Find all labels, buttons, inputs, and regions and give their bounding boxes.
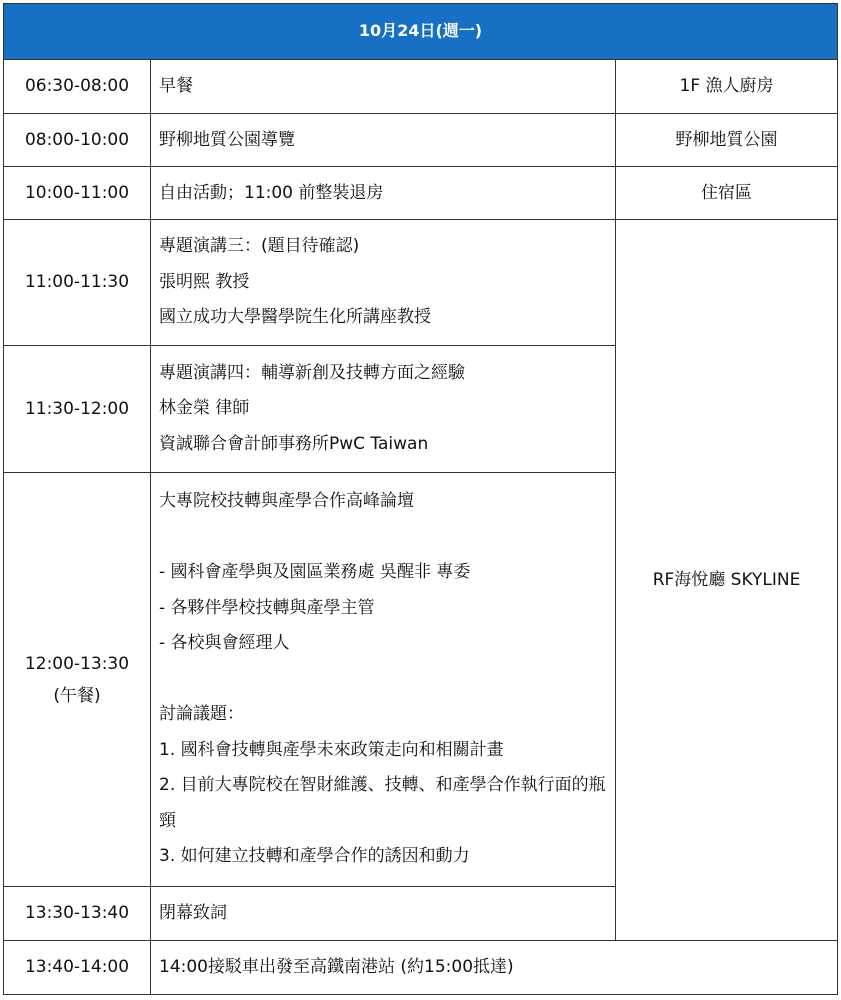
activity-cell: 早餐 — [151, 60, 616, 114]
participant-item: - 國科會產學與及園區業務處 吳醒非 專委 — [159, 562, 471, 583]
time-cell: 10:00-11:00 — [4, 167, 151, 220]
time-cell — [4, 473, 151, 887]
topic-item: 1. 國科會技轉與產學未來政策走向和相關計畫 — [159, 739, 504, 760]
time-cell: 08:00-10:00 — [4, 114, 151, 167]
talk-4-cell — [151, 346, 616, 473]
lunch-note: (午餐) — [53, 685, 101, 706]
forum-time: 12:00-13:30 — [24, 653, 130, 674]
venue-cell: 1F 漁人廚房 — [616, 60, 838, 114]
time-cell: 06:30-08:00 — [4, 60, 151, 114]
topic-item: 2. 目前大專院校在智財維護、技轉、和產學合作執行面的瓶頸 — [159, 775, 606, 831]
talk-4-title: 專題演講四：輔導新創及技轉方面之經驗 — [159, 362, 465, 383]
talk-3-cell — [151, 220, 616, 346]
activity-cell: 自由活動；11:00 前整裝退房 — [151, 167, 616, 220]
venue-cell: 野柳地質公園 — [616, 114, 838, 167]
talk-3-affiliation: 國立成功大學醫學院生化所講座教授 — [159, 307, 431, 328]
talk-4-affiliation: 資誠聯合會計師事務所PwC Taiwan — [159, 433, 429, 454]
time-cell: 11:30-12:00 — [4, 346, 151, 473]
time-cell: 13:30-13:40 — [4, 887, 151, 941]
table-row — [4, 114, 838, 167]
merged-venue-cell: RF海悅廳 SKYLINE — [616, 220, 838, 941]
talk-3-title: 專題演講三：(題目待確認) — [159, 236, 360, 257]
forum-cell — [151, 473, 616, 887]
activity-cell: 野柳地質公園導覽 — [151, 114, 616, 167]
time-cell: 11:00-11:30 — [4, 220, 151, 346]
time-cell: 13:40-14:00 — [4, 941, 151, 995]
table-row — [4, 60, 838, 114]
table-row — [4, 167, 838, 220]
participant-item: - 各夥伴學校技轉與產學主管 — [159, 597, 375, 618]
activity-cell: 閉幕致詞 — [151, 887, 616, 941]
schedule-table — [3, 3, 838, 995]
talk-3-speaker: 張明熙 教授 — [159, 271, 250, 292]
forum-title: 大專院校技轉與產學合作高峰論壇 — [159, 491, 414, 512]
activity-cell: 14:00接駁車出發至高鐵南港站 (約15:00抵達) — [151, 941, 838, 995]
topics-label: 討論議題： — [159, 704, 244, 725]
topic-item: 3. 如何建立技轉和產學合作的誘因和動力 — [159, 846, 470, 867]
venue-cell: 住宿區 — [616, 167, 838, 220]
table-row — [4, 220, 838, 346]
talk-4-speaker: 林金榮 律師 — [159, 398, 250, 419]
participant-item: - 各校與會經理人 — [159, 633, 290, 654]
date-header: 10月24日(週一) — [4, 4, 838, 60]
table-row — [4, 941, 838, 995]
